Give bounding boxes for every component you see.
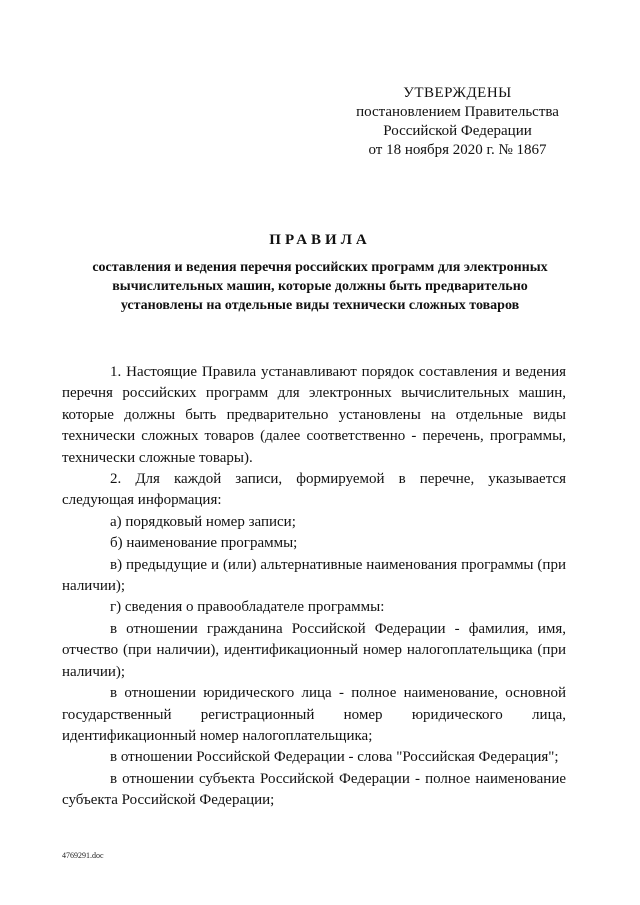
document-subtitle: составления и ведения перечня российских программ для электронных вычислительных машин, которые должны быть предварительно установлены на отдельные виды технически сложных товаров	[92, 260, 548, 313]
approval-block	[340, 84, 575, 160]
paragraph-citizen: в отношении гражданина Российской Федерации - фамилия, имя, отчество (при наличии), идентификационный номер налогоплательщика (при наличии);	[62, 620, 566, 680]
paragraph-item-g: г) сведения о правообладателе программы:	[110, 599, 385, 616]
approval-line-3: от 18 ноября 2020 г. № 1867	[368, 142, 547, 158]
paragraph-1: 1. Настоящие Правила устанавливают порядок составления и ведения перечня российских программ для электронных вычислительных машин, которые должны быть предварительно установлены на отдельные виды технически сложных товаров (далее соответственно - перечень, программы, технически сложные товары).	[62, 364, 566, 466]
paragraph-item-v: в) предыдущие и (или) альтернативные наименования программы (при наличии);	[62, 556, 566, 595]
document-title: ПРАВИЛА	[269, 232, 371, 248]
paragraph-item-a: а) порядковый номер записи;	[110, 513, 296, 530]
paragraph-federal-subject: в отношении субъекта Российской Федерации - полное наименование субъекта Российской Федерации;	[62, 770, 566, 809]
paragraph-legal-entity: в отношении юридического лица - полное наименование, основной государственный регистрационный номер юридического лица, идентификационный номер налогоплательщика;	[62, 685, 566, 744]
paragraph-2: 2. Для каждой записи, формируемой в перечне, указывается следующая информация:	[62, 471, 566, 509]
approval-heading: УТВЕРЖДЕНЫ	[403, 85, 512, 101]
file-name-footer: 4769291.doc	[62, 851, 104, 860]
paragraph-item-b: б) наименование программы;	[110, 535, 298, 552]
paragraph-russian-federation: в отношении Российской Федерации - слова "Российская Федерация";	[110, 749, 559, 766]
approval-line-2: Российской Федерации	[383, 123, 532, 139]
document-body	[62, 362, 566, 812]
approval-line-1: постановлением Правительства	[356, 104, 559, 120]
